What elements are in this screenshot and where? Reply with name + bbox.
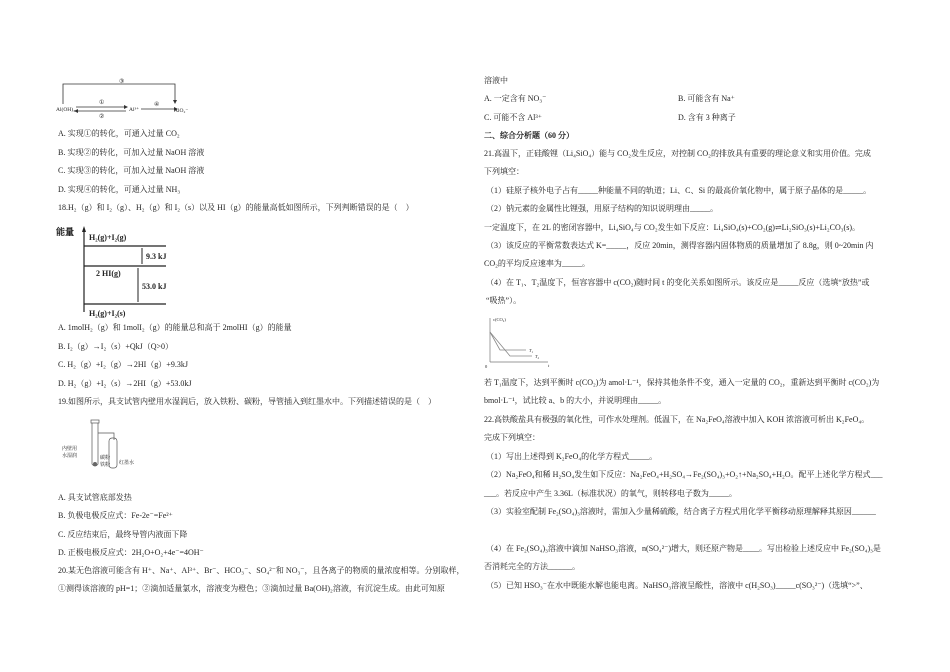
q19-option-a: A. 具支试管底部发热 bbox=[58, 493, 132, 502]
graph-t1: T₁ bbox=[529, 348, 534, 353]
q20-option-c: C. 可能不含 Al³⁺ bbox=[484, 113, 542, 122]
graph-y-label: c(CO₂) bbox=[493, 317, 506, 322]
q22-line: （5）已知 HSO₃⁻在水中既能水解也能电离。NaHSO₃溶液呈酸性，溶液中 c(H₂SO₃)_____c(SO₃²⁻)（选填“>”、 bbox=[486, 581, 868, 590]
q22-line: （4）在 Fe₂(SO₄)₃溶液中滴加 NaHSO₃溶液，n(SO₄²⁻)增大，则还原产物是____。写出检验上述反应中 Fe₂(SO₄)₃是 bbox=[486, 544, 881, 553]
label-al3: Al³⁺ bbox=[129, 107, 140, 113]
label-alo2: AlO₂⁻ bbox=[174, 108, 189, 114]
q17-conversion-diagram bbox=[56, 76, 196, 120]
q18-option-b: B. I₂（g）→I₂（s）+QkJ（Q>0） bbox=[58, 342, 174, 351]
q17-option-a: A. 实现①的转化，可通入过量 CO₂ bbox=[58, 129, 180, 138]
q21-line: CO₂的平均反应速率为_____。 bbox=[484, 259, 590, 268]
q19-option-c: C. 反应结束后，最终导管内液面下降 bbox=[58, 530, 188, 539]
graph-origin: 0 bbox=[485, 364, 488, 369]
q18-stem: 18.H₂（g）和 I₂（g）、H₂（g）和 I₂（s）以及 HI（g）的能量高低如图所示，下列判断错误的是（ ） bbox=[58, 203, 414, 212]
gap-53: 53.0 kJ bbox=[142, 282, 167, 291]
label-circle-2: ② bbox=[99, 114, 105, 120]
q21-line: 下列填空： bbox=[484, 167, 524, 176]
label-circle-3: ③ bbox=[119, 79, 125, 85]
q21-line: （4）在 T₁、T₂温度下，恒容容器中 c(CO₂)随时间 t 的变化关系如图所示。该反应是_____反应（选填“放热”或 bbox=[486, 278, 870, 287]
q22-line: （1）写出上述得到 K₂FeO₄的化学方程式_____。 bbox=[486, 452, 658, 461]
q21-line: 一定温度下，在 2L 的密闭容器中，Li₄SiO₄与 CO₂发生如下反应：Li₄SiO₄(s)+CO₂(g)⇌Li₂SiO₃(s)+Li₂CO₃(s)。 bbox=[484, 223, 860, 232]
q22-line: 完成下列填空： bbox=[484, 433, 540, 442]
level-bottom: H₂(g)+I₂(s) bbox=[89, 309, 126, 318]
q20-option-a: A. 一定含有 NO₃⁻ bbox=[484, 94, 547, 103]
label-iron: 铁粉 bbox=[100, 463, 111, 468]
label-circle-1: ① bbox=[99, 100, 105, 106]
q20-line-1: 20.某无色溶液可能含有 H⁺、Na⁺、Al³⁺、Br⁻、HCO₃⁻、SO₄²⁻和 NO₃⁻，且各离子的物质的量浓度相等。分别取样， bbox=[58, 566, 465, 575]
q19-option-d: D. 正极电极反应式：2H₂O+O₂+4e⁻=4OH⁻ bbox=[58, 548, 204, 557]
q20-option-b: B. 可能含有 Na⁺ bbox=[678, 94, 735, 103]
q22-line: ___。若反应中产生 3.36L（标准状况）的氧气，则转移电子数为_____。 bbox=[484, 489, 737, 498]
label-aloh3: Al(OH)₃ bbox=[56, 107, 76, 113]
label-carbon: 碳粉 bbox=[100, 456, 111, 461]
q21-line: （2）钠元素的金属性比锂强，用原子结构的知识说明理由_____。 bbox=[486, 204, 718, 213]
q22-line: 否消耗完全的方法______。 bbox=[484, 562, 580, 571]
q20-option-d: D. 含有 3 种离子 bbox=[678, 113, 736, 122]
q21-line: 21.高温下，正硅酸锂（Li₄SiO₄）能与 CO₂发生反应，对控制 CO₂的排放具有重要的理论意义和实用价值。完成 bbox=[484, 149, 871, 158]
q22-line: 22.高铁酸盐具有极强的氧化性，可作水处理剂。低温下，在 Na₂FeO₄溶液中加入 KOH 浓溶液可析出 K₂FeO₄。 bbox=[484, 415, 870, 424]
q17-option-d: D. 实现④的转化，可通入过量 NH₃ bbox=[58, 185, 181, 194]
label-wall-2: 水湿润 bbox=[62, 454, 78, 459]
q21-concentration-graph bbox=[484, 314, 554, 370]
q21-after-line: 若 T₁温度下，达到平衡时 c(CO₂)为 amol·L⁻¹，保持其他条件不变，通入一定量的 CO₂，重新达到平衡时 c(CO₂)为 bbox=[484, 378, 880, 387]
gap-9-3: 9.3 kJ bbox=[146, 252, 167, 261]
energy-axis-label: 能量 bbox=[56, 227, 75, 237]
q17-option-b: B. 实现②的转化，可加入过量 NaOH 溶液 bbox=[58, 148, 205, 157]
label-wall-1: 内壁用 bbox=[62, 447, 78, 452]
level-mid: 2 HI(g) bbox=[96, 269, 121, 278]
q18-option-d: D. H₂（g）+I₂（s）→2HI（g）+53.0kJ bbox=[58, 379, 192, 388]
q20-continuation: 溶液中 bbox=[484, 76, 508, 85]
q21-line: （1）硅原子核外电子占有_____种能量不同的轨道；Li、C、Si 的最高价氧化物中，属于原子晶体的是_____。 bbox=[486, 186, 872, 195]
level-top: H₂(g)+I₂(g) bbox=[89, 233, 127, 242]
q21-line: （3）该反应的平衡常数表达式 K=_____，反应 20min，测得容器内固体物质的质量增加了 8.8g，则 0~20min 内 bbox=[486, 241, 874, 250]
q17-option-c: C. 实现③的转化，可加入过量 NaOH 溶液 bbox=[58, 166, 205, 175]
q21-after-line: bmol·L⁻¹，试比较 a、b 的大小，并说明理由_____。 bbox=[484, 396, 667, 405]
q18-option-c: C. H₂（g）+I₂（g）→2HI（g）+9.3kJ bbox=[58, 360, 188, 369]
q18-option-a: A. 1molH₂（g）和 1molI₂（g）的能量总和高于 2molHI（g）的能量 bbox=[58, 323, 292, 332]
q18-energy-diagram bbox=[56, 226, 186, 318]
q19-apparatus-diagram bbox=[62, 418, 142, 474]
q19-option-b: B. 负极电极反应式：Fe-2e⁻=Fe²⁺ bbox=[58, 511, 173, 520]
q19-stem: 19.如图所示，具支试管内壁用水湿润后，放入铁粉、碳粉，导管插入到红墨水中。下列描述错误的是（ ） bbox=[58, 397, 436, 406]
q22-line: （3）实验室配制 Fe₂(SO₄)₃溶液时，需加入少量稀硫酸，结合离子方程式用化学平衡移动原理解释其原因______ bbox=[486, 507, 876, 516]
graph-x-label: t bbox=[548, 363, 550, 368]
q20-line-2: ①测得该溶液的 pH=1；②滴加适量氯水，溶液变为橙色；③滴加过量 Ba(OH)₂溶液，有沉淀生成。由此可知原 bbox=[58, 584, 445, 593]
q21-line: “吸热”）。 bbox=[486, 296, 522, 305]
graph-t2: T₂ bbox=[535, 354, 540, 359]
section-heading: 二、综合分析题（60 分） bbox=[484, 131, 574, 140]
label-red-ink: 红墨水 bbox=[119, 461, 135, 466]
label-circle-4: ④ bbox=[154, 102, 160, 108]
q22-line: （2）Na₂FeO₄和稀 H₂SO₄发生如下反应：Na₂FeO₄+H₂SO₄→Fe₂(SO₄)₃+O₂↑+Na₂SO₄+H₂O。配平上述化学方程式___ bbox=[486, 470, 883, 479]
